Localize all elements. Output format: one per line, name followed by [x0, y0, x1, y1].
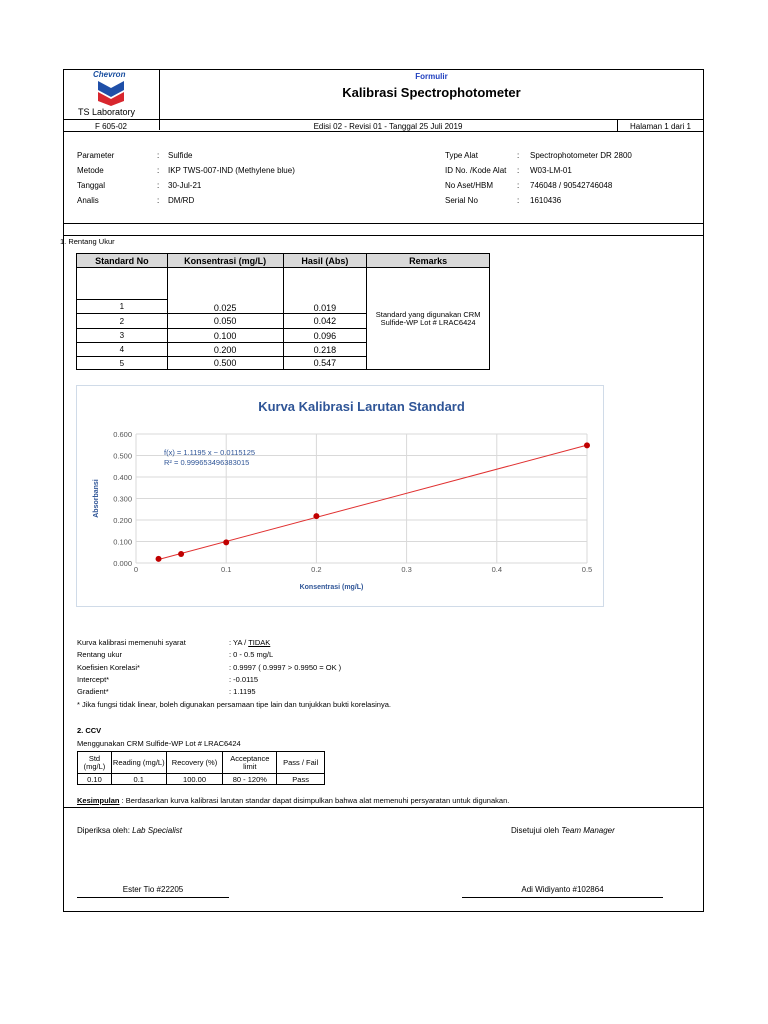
code-row-divider: [63, 131, 704, 132]
approved-by: Disetujui oleh Team Manager: [511, 826, 615, 835]
column-header: Reading (mg/L): [111, 752, 166, 774]
x-tick-label: 0.4: [491, 565, 503, 574]
column-header: Konsentrasi (mg/L): [167, 254, 283, 268]
data-point: [223, 539, 229, 545]
y-tick-label: 0.100: [113, 537, 132, 547]
x-tick-label: 0: [133, 565, 139, 574]
info-colon: :: [517, 151, 520, 160]
logo-wordmark: Chevron: [93, 70, 126, 79]
info-label: Type Alat: [445, 151, 478, 160]
ccv-title: 2. CCV: [77, 726, 102, 735]
column-header: Pass / Fail: [277, 752, 325, 774]
approved-name: Adi Widiyanto #102864: [521, 885, 604, 894]
section-title: 1. Rentang Ukur: [60, 237, 115, 246]
y-tick-label: 0.300: [113, 494, 132, 504]
info-colon: :: [157, 196, 160, 205]
info-value: 746048 / 90542746048: [530, 181, 613, 190]
signature-line: [462, 897, 663, 898]
lab-name: TS Laboratory: [78, 107, 136, 117]
r-squared: R² = 0.999653496383015: [164, 458, 250, 467]
table-row: [77, 268, 490, 300]
info-colon: :: [517, 166, 520, 175]
table-row: 4 0.200 0.218: [77, 343, 490, 357]
x-tick-label: 0.2: [311, 565, 322, 574]
summary-value: : -0.0115: [229, 675, 259, 684]
form-code: F 605-02: [94, 122, 128, 131]
y-tick-label: 0.500: [113, 451, 132, 461]
column-header: Standard No: [77, 254, 168, 268]
page-title: Kalibrasi Spectrophotometer: [342, 85, 521, 100]
summary-value: : 0.9997 ( 0.9997 > 0.9950 = OK ): [229, 663, 342, 672]
data-point: [156, 556, 162, 562]
chevron-logo: [63, 70, 159, 120]
calibration-chart: [76, 385, 604, 607]
table-row: 3 0.100 0.096: [77, 329, 490, 343]
remarks-cell: Standard yang digunakan CRM Sulfide-WP Lot # LRAC6424: [367, 268, 490, 370]
table-row: 2 0.050 0.042: [77, 314, 490, 329]
summary-label: Kurva kalibrasi memenuhi syarat: [77, 638, 186, 647]
column-header: Recovery (%): [166, 752, 223, 774]
section-divider: [63, 235, 704, 236]
info-label: No Aset/HBM: [445, 181, 494, 190]
info-label: ID No. /Kode Alat: [445, 166, 507, 175]
form-label: Formulir: [415, 72, 448, 81]
column-header: Acceptance limit: [223, 752, 277, 774]
summary-label: Gradient*: [77, 687, 109, 696]
ccv-subtitle: Menggunakan CRM Sulfide-WP Lot # LRAC6424: [77, 739, 241, 748]
signature-line: [77, 897, 229, 898]
trend-equation: f(x) = 1.1195 x − 0.0115125: [164, 448, 256, 457]
info-label: Serial No: [445, 196, 478, 205]
info-value: Sulfide: [168, 151, 193, 160]
info-colon: :: [157, 181, 160, 190]
data-point: [584, 442, 590, 448]
info-label: Analis: [77, 196, 99, 205]
summary-value: : YA / TIDAK: [229, 638, 271, 647]
column-header: Std (mg/L): [78, 752, 112, 774]
x-tick-label: 0.1: [220, 565, 232, 574]
info-divider: [63, 223, 704, 224]
data-point: [178, 551, 184, 557]
info-value: W03-LM-01: [530, 166, 572, 175]
summary-label: Koefisien Korelasi*: [77, 663, 140, 672]
summary-label: Rentang ukur: [77, 650, 123, 659]
footnote: * Jika fungsi tidak linear, boleh digunakan persamaan tipe lain dan tunjukkan bukti korelasinya.: [77, 700, 391, 709]
info-label: Parameter: [77, 151, 115, 160]
info-colon: :: [157, 166, 160, 175]
info-colon: :: [517, 181, 520, 190]
checked-name: Ester Tio #22205: [122, 885, 184, 894]
chart-title: Kurva Kalibrasi Larutan Standard: [258, 399, 465, 414]
info-label: Tanggal: [77, 181, 106, 190]
ccv-table: [77, 751, 325, 785]
y-tick-label: 0.200: [113, 516, 132, 525]
info-value: 1610436: [530, 196, 562, 205]
table-row: 5 0.500 0.547: [77, 357, 490, 370]
y-axis-label: Absorbansi: [93, 479, 100, 518]
edition-info: Edisi 02 - Revisi 01 - Tanggal 25 Juli 2019: [313, 122, 463, 131]
summary-value: : 0 - 0.5 mg/L: [229, 650, 274, 659]
y-tick-label: 0.000: [113, 559, 132, 568]
info-label: Metode: [77, 166, 104, 175]
column-header: Remarks: [367, 254, 490, 268]
info-value: DM/RD: [168, 196, 195, 205]
y-tick-label: 0.400: [113, 473, 132, 482]
table-header-row: [78, 752, 325, 774]
table-row: 1 0.025 0.019: [77, 300, 490, 314]
column-header: Hasil (Abs): [283, 254, 367, 268]
summary-label: Intercept*: [77, 675, 110, 684]
x-tick-label: 0.3: [401, 565, 412, 574]
chevron-emblem-icon: [96, 79, 126, 107]
info-value: IKP TWS-007-IND (Methylene blue): [168, 166, 295, 175]
y-tick-label: 0.600: [113, 430, 132, 439]
page-number: Halaman 1 dari 1: [630, 122, 691, 131]
info-value: 30-Jul-21: [168, 181, 202, 190]
conclusion: Kesimpulan : Berdasarkan kurva kalibrasi larutan standar dapat disimpulkan bahwa alat memenuhi persyaratan untuk digunakan.: [77, 796, 510, 805]
checked-by: Diperiksa oleh: Lab Specialist: [77, 826, 182, 835]
info-value: Spectrophotometer DR 2800: [530, 151, 632, 160]
x-tick-label: 0.5: [581, 565, 593, 574]
calibration-table: [76, 253, 490, 370]
info-colon: :: [517, 196, 520, 205]
conclusion-divider: [63, 807, 704, 808]
info-colon: :: [157, 151, 160, 160]
data-point: [313, 513, 319, 519]
table-row: 0.10 0.1 100.00 80 - 120% Pass: [78, 774, 325, 785]
summary-value: : 1.1195: [229, 687, 256, 696]
header-divider: [63, 119, 704, 120]
x-axis-label: Konsentrasi (mg/L): [299, 584, 364, 591]
